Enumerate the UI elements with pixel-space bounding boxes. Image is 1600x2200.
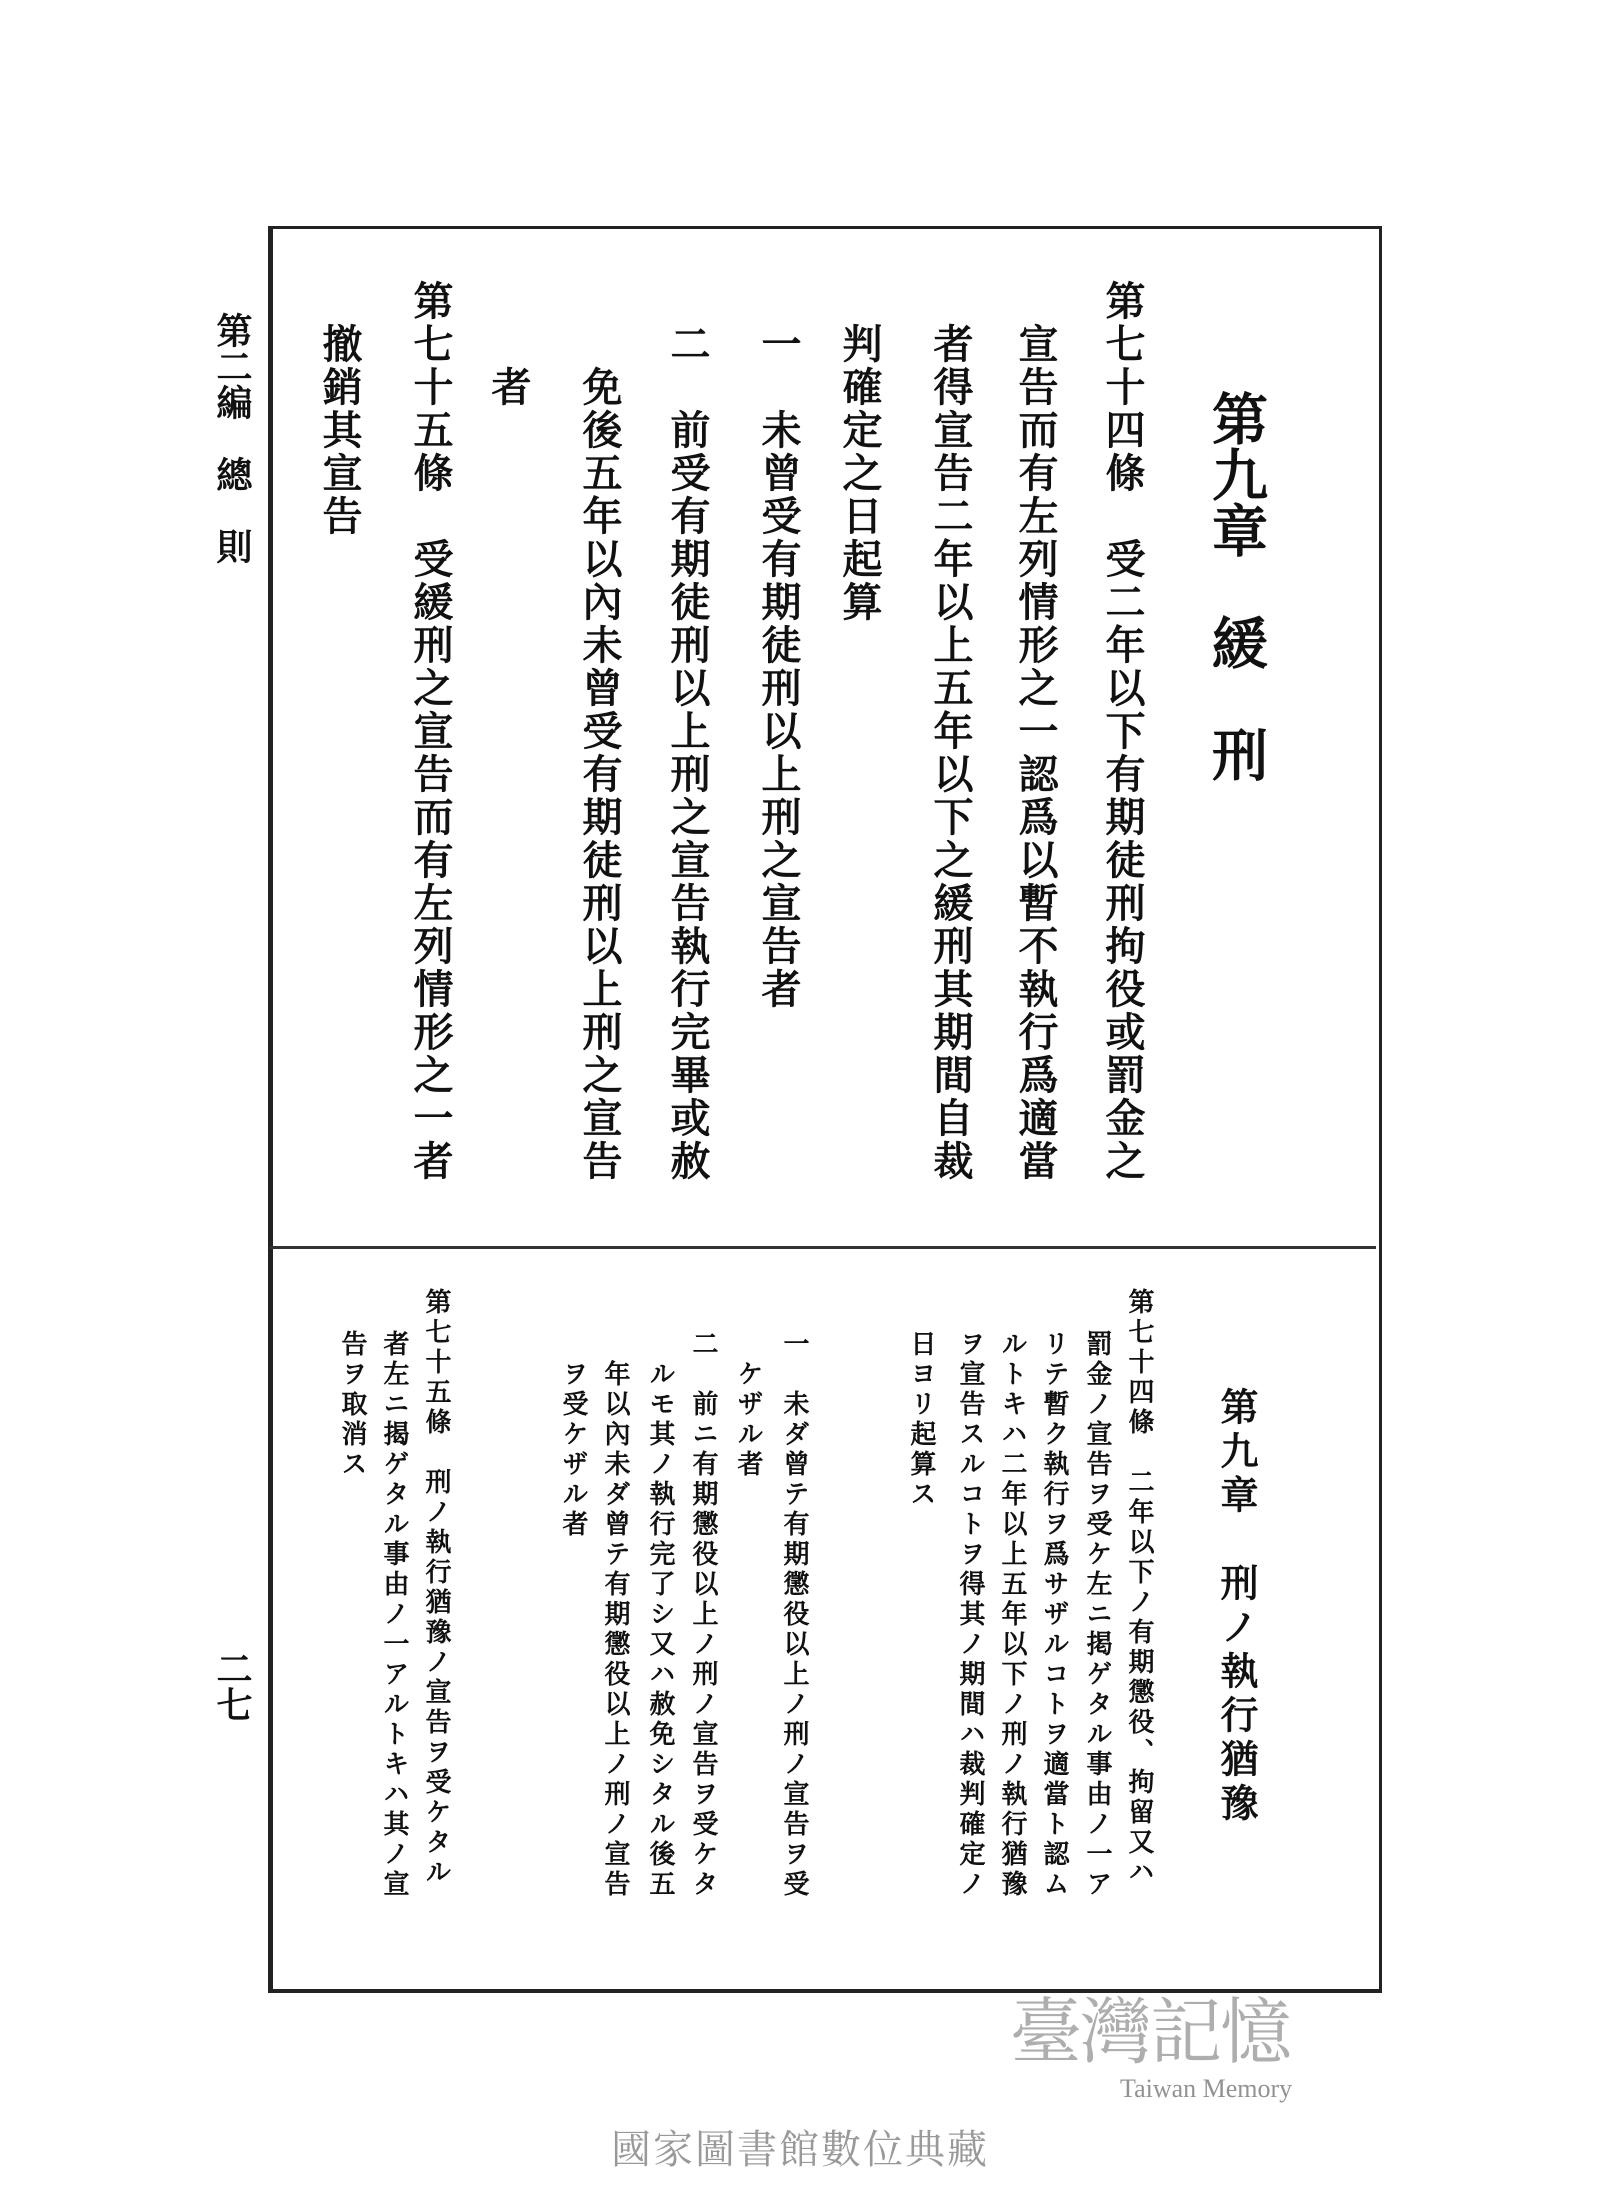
article-line: 二 前受有期徒刑以上刑之宣告執行完畢或赦 (664, 323, 711, 1183)
article-line: 者左ニ揭ゲタル事由ノ一アルトキハ其ノ宣 (379, 1330, 409, 1900)
article-line: 宣告而有左列情形之一認爲以暫不執行爲適當 (1012, 323, 1059, 1183)
article-line: 第七十五條 受緩刑之宣告而有左列情形之一者 (407, 280, 454, 1183)
article-line: 一 未曾受有期徒刑以上刑之宣告者 (755, 323, 802, 1011)
article-line: 年以內未ダ曾テ有期懲役以上ノ刑ノ宣告 (600, 1360, 630, 1900)
article-line: ルトキハ二年以上五年以下ノ刑ノ執行猶豫 (997, 1330, 1027, 1900)
article-line: 二 前ニ有期懲役以上ノ刑ノ宣告ヲ受ケタ (688, 1330, 718, 1900)
section-divider (270, 1246, 1376, 1249)
article-line: 罰金ノ宣告ヲ受ケ左ニ掲ゲタル事由ノ一ア (1082, 1330, 1112, 1900)
watermark-logo-english: Taiwan Memory (1120, 2074, 1293, 2103)
article-line: ルモ其ノ執行完了シ又ハ赦免シタル後五 (645, 1360, 675, 1900)
article-line: 第七十五條 刑ノ執行猶豫ノ宣告ヲ受ケタル (421, 1288, 451, 1888)
article-line: 者得宣告二年以上五年以下之緩刑其期間自裁 (927, 323, 974, 1183)
footer-attribution: 國家圖書館數位典藏 (611, 2127, 989, 2173)
article-line: 判確定之日起算 (836, 323, 883, 624)
article-line: 撤銷其宣告 (316, 323, 363, 538)
watermark-logo: 臺灣記憶 (1010, 1990, 1291, 2074)
article-line: ヲ宣告スルコトヲ得其ノ期間ハ裁判確定ノ (955, 1330, 985, 1900)
running-header-section: 第二編 總 則 (211, 312, 253, 564)
page-number: 二七 (211, 1650, 253, 1722)
article-line: 一 未ダ曾テ有期懲役以上ノ刑ノ宣告ヲ受 (779, 1330, 809, 1900)
article-line: 者 (485, 366, 532, 409)
article-line: ヲ受ケザル者 (558, 1360, 588, 1540)
article-line: リテ暫ク執行ヲ爲サザルコトヲ適當ト認ム (1039, 1330, 1069, 1900)
article-line: ケザル者 (733, 1360, 763, 1480)
article-line: 免後五年以內未曾受有期徒刑以上刑之宣告 (576, 366, 623, 1183)
article-line: 第七十四條 二年以下ノ有期懲役、拘留又ハ (1124, 1288, 1154, 1888)
chapter-title: 第九章 緩 刑 (1203, 390, 1269, 782)
article-line: 第七十四條 受二年以下有期徒刑拘役或罰金之 (1099, 280, 1146, 1183)
article-line: 告ヲ取消ス (337, 1330, 367, 1480)
chapter-title: 第九章 刑ノ執行猶豫 (1214, 1387, 1259, 1827)
article-line: 日ヨリ起算ス (906, 1330, 936, 1510)
